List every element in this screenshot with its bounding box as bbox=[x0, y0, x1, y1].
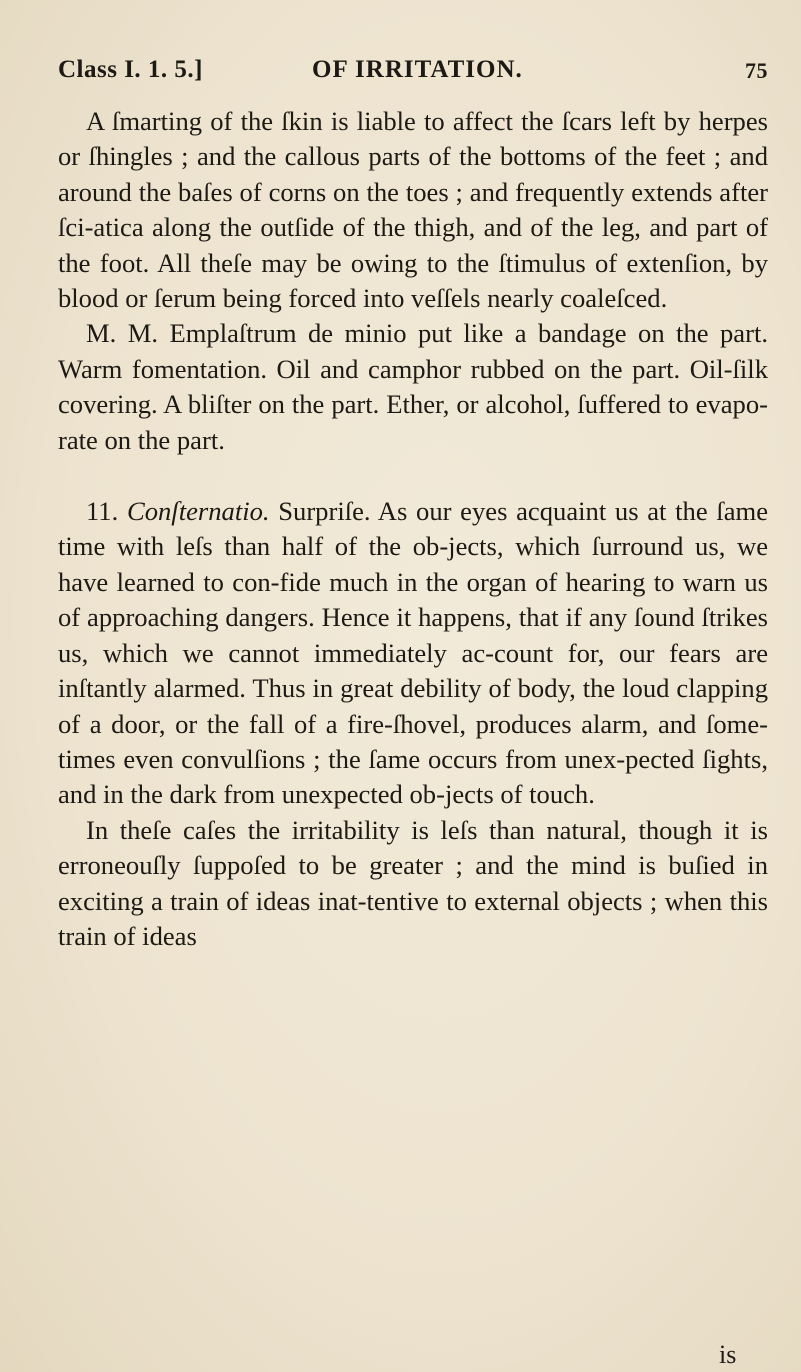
paragraph-irritability: In theſe caſes the irritability is leſs than natural, though it is erroneouſly ſuppoſed to be greater ; and the mind is buſied in exciting a train of ideas inat-tentive to external objects ; when this train of ideas bbox=[58, 814, 768, 951]
running-header bbox=[58, 56, 768, 92]
section-body: Surpriſe. As our eyes acquaint us at the ſame time with leſs than half of the ob-jects, which ſurround us, we have learned to con-fide much in the organ of hearing to warn us of approaching dangers. Hence it happens, that if any ſound ſtrikes us, which we cannot immediately ac-count for, our fears are inſtantly alarmed. Thus in great debility of body, the loud clapping of a door, or the fall of a fire-ſhovel, produces alarm, and ſome-times even convulſions ; the ſame occurs from unex-pected ſights, and in the dark from unexpected ob-jects of touch. bbox=[58, 496, 768, 810]
header-chapter-title: OF IRRITATION. bbox=[312, 56, 523, 83]
paragraph-smarting: A ſmarting of the ſkin is liable to affect the ſcars left by herpes or ſhingles ; and the callous parts of the bottoms of the feet ; and around the baſes of corns on the toes ; and frequently extends after ſci-atica along the outſide of the thigh, and of the leg, and part of the foot. All theſe may be owing to the ſtimulus of extenſion, by blood or ſerum being forced into veſſels nearly coaleſced. bbox=[58, 106, 768, 314]
page-number: 75 bbox=[745, 58, 768, 83]
section-gap bbox=[58, 458, 768, 494]
paragraph-materia-medica: M. M. Emplaſtrum de minio put like a bandage on the part. Warm fomentation. Oil and camphor rubbed on the part. Oil-ſilk covering. A bliſter on the part. Ether, or alcohol, ſuffered to evapo-rate on the part. bbox=[58, 318, 768, 455]
section-term: Conſternatio. bbox=[126, 496, 270, 527]
paragraph-consternatio bbox=[58, 494, 768, 813]
body-text bbox=[58, 104, 768, 954]
header-class-section: Class I. 1. 5.] bbox=[58, 56, 204, 83]
section-number: 11. bbox=[86, 496, 119, 527]
catchword: is bbox=[719, 1340, 737, 1369]
